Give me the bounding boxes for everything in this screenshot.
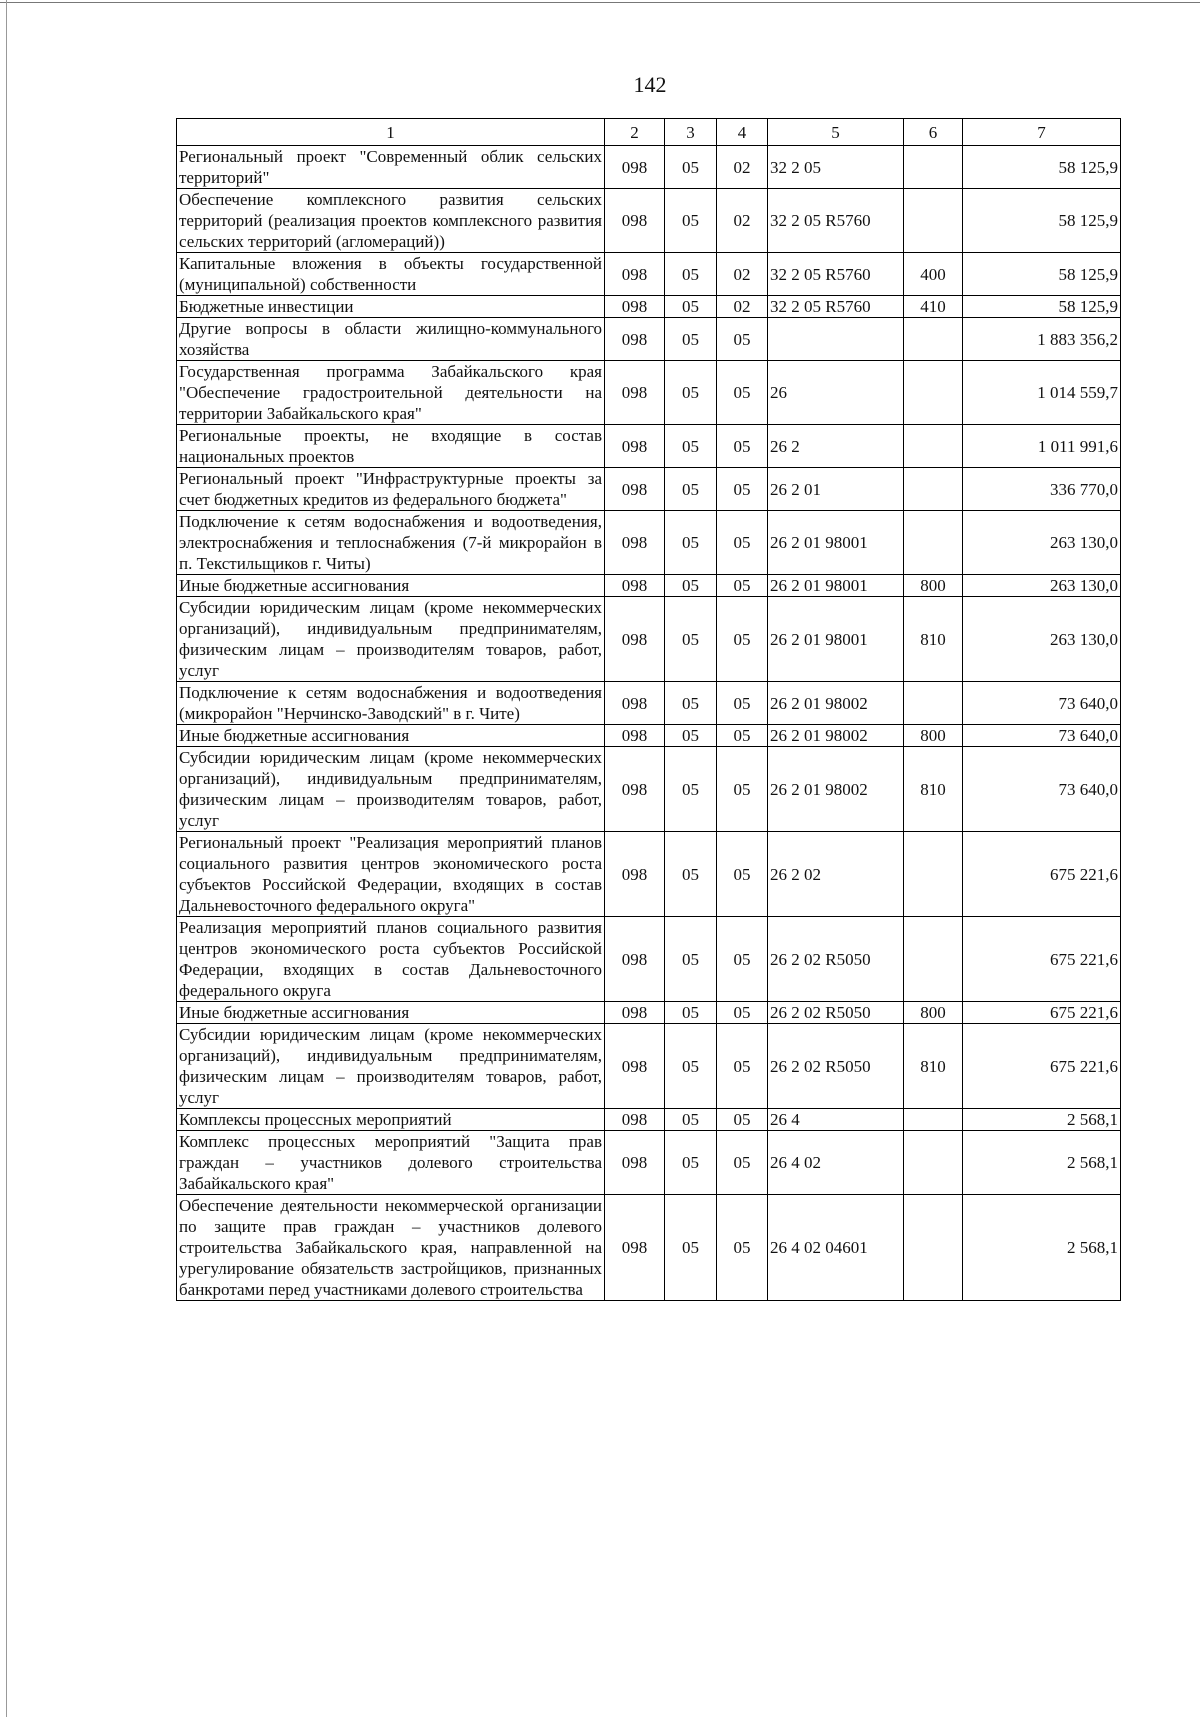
row-code-section: 05 xyxy=(665,917,717,1002)
row-code-admin: 098 xyxy=(605,1195,665,1301)
row-code-section: 05 xyxy=(665,1131,717,1195)
row-code-admin: 098 xyxy=(605,682,665,725)
row-name: Обеспечение деятельности некоммерческой организации по защите прав граждан – участников долевого строительства Забайкальского края, направленной на урегулирование обязательств застройщиков, признанных банкротами перед участниками долевого строительства xyxy=(177,1195,605,1301)
table-row xyxy=(177,747,1121,832)
row-target-article: 26 4 xyxy=(768,1109,904,1131)
row-code-subsection: 05 xyxy=(717,425,768,468)
row-code-subsection: 05 xyxy=(717,575,768,597)
table-row xyxy=(177,575,1121,597)
table-row xyxy=(177,725,1121,747)
row-amount: 73 640,0 xyxy=(963,747,1121,832)
row-name: Иные бюджетные ассигнования xyxy=(177,725,605,747)
column-header-3: 3 xyxy=(665,119,717,146)
row-expense-type xyxy=(904,189,963,253)
row-code-subsection: 05 xyxy=(717,318,768,361)
row-code-subsection: 05 xyxy=(717,597,768,682)
table-row xyxy=(177,361,1121,425)
row-expense-type xyxy=(904,361,963,425)
row-code-subsection: 05 xyxy=(717,832,768,917)
row-expense-type: 800 xyxy=(904,725,963,747)
row-expense-type: 410 xyxy=(904,296,963,318)
row-code-admin: 098 xyxy=(605,253,665,296)
row-code-section: 05 xyxy=(665,296,717,318)
row-amount: 675 221,6 xyxy=(963,917,1121,1002)
row-target-article: 26 2 02 R5050 xyxy=(768,917,904,1002)
row-code-admin: 098 xyxy=(605,318,665,361)
row-name: Подключение к сетям водоснабжения и водоотведения (микрорайон "Нерчинско-Заводский" в г. Чите) xyxy=(177,682,605,725)
row-amount: 1 011 991,6 xyxy=(963,425,1121,468)
row-amount: 2 568,1 xyxy=(963,1131,1121,1195)
row-code-section: 05 xyxy=(665,425,717,468)
row-code-section: 05 xyxy=(665,146,717,189)
row-name: Региональные проекты, не входящие в состав национальных проектов xyxy=(177,425,605,468)
row-code-section: 05 xyxy=(665,832,717,917)
row-code-section: 05 xyxy=(665,1024,717,1109)
row-code-subsection: 05 xyxy=(717,725,768,747)
row-target-article: 26 2 01 98001 xyxy=(768,597,904,682)
row-target-article: 26 2 02 R5050 xyxy=(768,1024,904,1109)
column-header-7: 7 xyxy=(963,119,1121,146)
row-name: Государственная программа Забайкальского края "Обеспечение градостроительной деятельности на территории Забайкальского края" xyxy=(177,361,605,425)
table-row xyxy=(177,425,1121,468)
row-target-article: 26 2 01 98001 xyxy=(768,575,904,597)
row-amount: 2 568,1 xyxy=(963,1109,1121,1131)
row-target-article: 32 2 05 R5760 xyxy=(768,296,904,318)
row-amount: 263 130,0 xyxy=(963,575,1121,597)
row-target-article: 32 2 05 R5760 xyxy=(768,253,904,296)
row-code-subsection: 02 xyxy=(717,253,768,296)
row-amount: 73 640,0 xyxy=(963,725,1121,747)
table-row xyxy=(177,318,1121,361)
row-name: Другие вопросы в области жилищно-коммунального хозяйства xyxy=(177,318,605,361)
row-target-article: 26 2 01 98001 xyxy=(768,511,904,575)
row-code-section: 05 xyxy=(665,725,717,747)
row-code-section: 05 xyxy=(665,361,717,425)
row-target-article: 26 4 02 xyxy=(768,1131,904,1195)
table-row xyxy=(177,1002,1121,1024)
row-expense-type xyxy=(904,318,963,361)
table-row xyxy=(177,917,1121,1002)
table-row xyxy=(177,1109,1121,1131)
column-header-4: 4 xyxy=(717,119,768,146)
scan-edge-top xyxy=(0,2,1200,3)
row-code-admin: 098 xyxy=(605,597,665,682)
table-row xyxy=(177,468,1121,511)
row-name: Субсидии юридическим лицам (кроме некоммерческих организаций), индивидуальным предпринимателям, физическим лицам – производителям товаров, работ, услуг xyxy=(177,597,605,682)
row-code-subsection: 05 xyxy=(717,1195,768,1301)
row-code-section: 05 xyxy=(665,189,717,253)
table-row xyxy=(177,253,1121,296)
row-target-article: 26 4 02 04601 xyxy=(768,1195,904,1301)
row-name: Иные бюджетные ассигнования xyxy=(177,575,605,597)
row-expense-type xyxy=(904,832,963,917)
row-amount: 675 221,6 xyxy=(963,1002,1121,1024)
row-code-subsection: 05 xyxy=(717,1109,768,1131)
table-row xyxy=(177,832,1121,917)
row-code-admin: 098 xyxy=(605,146,665,189)
row-amount: 263 130,0 xyxy=(963,511,1121,575)
row-code-subsection: 05 xyxy=(717,1002,768,1024)
row-name: Региональный проект "Инфраструктурные проекты за счет бюджетных кредитов из федерального бюджета" xyxy=(177,468,605,511)
row-expense-type xyxy=(904,511,963,575)
row-code-admin: 098 xyxy=(605,189,665,253)
table-header xyxy=(177,119,1121,146)
row-target-article: 26 2 01 98002 xyxy=(768,725,904,747)
row-code-admin: 098 xyxy=(605,917,665,1002)
table-row xyxy=(177,597,1121,682)
column-header-1: 1 xyxy=(177,119,605,146)
table-row xyxy=(177,189,1121,253)
row-expense-type: 800 xyxy=(904,1002,963,1024)
row-name: Подключение к сетям водоснабжения и водоотведения, электроснабжения и теплоснабжения (7-й микрорайон в п. Текстильщиков г. Читы) xyxy=(177,511,605,575)
row-code-admin: 098 xyxy=(605,425,665,468)
row-target-article: 26 2 02 xyxy=(768,832,904,917)
row-expense-type xyxy=(904,917,963,1002)
row-expense-type: 400 xyxy=(904,253,963,296)
row-code-admin: 098 xyxy=(605,1002,665,1024)
row-name: Региональный проект "Современный облик сельских территорий" xyxy=(177,146,605,189)
budget-table xyxy=(176,118,1121,1301)
row-expense-type xyxy=(904,146,963,189)
row-code-admin: 098 xyxy=(605,1024,665,1109)
row-target-article: 26 2 01 98002 xyxy=(768,747,904,832)
row-expense-type: 810 xyxy=(904,747,963,832)
row-amount: 2 568,1 xyxy=(963,1195,1121,1301)
row-code-subsection: 05 xyxy=(717,468,768,511)
table-row xyxy=(177,682,1121,725)
row-name: Реализация мероприятий планов социального развития центров экономического роста субъектов Российской Федерации, входящих в состав Дальневосточного федерального округа xyxy=(177,917,605,1002)
row-code-section: 05 xyxy=(665,1195,717,1301)
row-code-subsection: 02 xyxy=(717,189,768,253)
table-row xyxy=(177,511,1121,575)
row-expense-type xyxy=(904,1131,963,1195)
row-expense-type xyxy=(904,1195,963,1301)
row-name: Региональный проект "Реализация мероприятий планов социального развития центров экономического роста субъектов Российской Федерации, входящих в состав Дальневосточного федерального округа" xyxy=(177,832,605,917)
row-name: Иные бюджетные ассигнования xyxy=(177,1002,605,1024)
row-target-article xyxy=(768,318,904,361)
column-header-2: 2 xyxy=(605,119,665,146)
row-amount: 73 640,0 xyxy=(963,682,1121,725)
row-expense-type xyxy=(904,682,963,725)
row-expense-type: 810 xyxy=(904,1024,963,1109)
row-name: Субсидии юридическим лицам (кроме некоммерческих организаций), индивидуальным предпринимателям, физическим лицам – производителям товаров, работ, услуг xyxy=(177,747,605,832)
row-code-admin: 098 xyxy=(605,832,665,917)
row-target-article: 26 2 01 xyxy=(768,468,904,511)
row-target-article: 26 xyxy=(768,361,904,425)
row-expense-type xyxy=(904,468,963,511)
row-code-admin: 098 xyxy=(605,468,665,511)
row-code-subsection: 05 xyxy=(717,917,768,1002)
row-code-section: 05 xyxy=(665,575,717,597)
row-expense-type: 810 xyxy=(904,597,963,682)
row-code-section: 05 xyxy=(665,747,717,832)
row-name: Обеспечение комплексного развития сельских территорий (реализация проектов комплексного развития сельских территорий (агломераций)) xyxy=(177,189,605,253)
row-amount: 336 770,0 xyxy=(963,468,1121,511)
row-code-admin: 098 xyxy=(605,1109,665,1131)
row-amount: 58 125,9 xyxy=(963,296,1121,318)
header-row xyxy=(177,119,1121,146)
row-amount: 58 125,9 xyxy=(963,189,1121,253)
row-name: Комплекс процессных мероприятий "Защита прав граждан – участников долевого строительства Забайкальского края" xyxy=(177,1131,605,1195)
row-code-subsection: 05 xyxy=(717,1131,768,1195)
row-code-admin: 098 xyxy=(605,1131,665,1195)
column-header-6: 6 xyxy=(904,119,963,146)
row-code-subsection: 05 xyxy=(717,511,768,575)
row-code-section: 05 xyxy=(665,1002,717,1024)
table-row xyxy=(177,146,1121,189)
row-code-section: 05 xyxy=(665,511,717,575)
row-code-admin: 098 xyxy=(605,361,665,425)
row-code-admin: 098 xyxy=(605,725,665,747)
row-amount: 263 130,0 xyxy=(963,597,1121,682)
row-amount: 675 221,6 xyxy=(963,1024,1121,1109)
row-code-section: 05 xyxy=(665,468,717,511)
row-code-subsection: 05 xyxy=(717,682,768,725)
row-amount: 58 125,9 xyxy=(963,253,1121,296)
row-target-article: 26 2 02 R5050 xyxy=(768,1002,904,1024)
row-target-article: 26 2 01 98002 xyxy=(768,682,904,725)
row-name: Капитальные вложения в объекты государственной (муниципальной) собственности xyxy=(177,253,605,296)
table-body xyxy=(177,146,1121,1301)
row-code-section: 05 xyxy=(665,253,717,296)
row-expense-type xyxy=(904,425,963,468)
table-row xyxy=(177,296,1121,318)
row-code-admin: 098 xyxy=(605,747,665,832)
row-code-section: 05 xyxy=(665,597,717,682)
row-code-subsection: 02 xyxy=(717,296,768,318)
row-expense-type: 800 xyxy=(904,575,963,597)
row-code-section: 05 xyxy=(665,318,717,361)
row-code-section: 05 xyxy=(665,1109,717,1131)
row-name: Комплексы процессных мероприятий xyxy=(177,1109,605,1131)
table-row xyxy=(177,1024,1121,1109)
table-row xyxy=(177,1131,1121,1195)
row-target-article: 32 2 05 R5760 xyxy=(768,189,904,253)
row-target-article: 26 2 xyxy=(768,425,904,468)
row-amount: 58 125,9 xyxy=(963,146,1121,189)
row-name: Субсидии юридическим лицам (кроме некоммерческих организаций), индивидуальным предпринимателям, физическим лицам – производителям товаров, работ, услуг xyxy=(177,1024,605,1109)
table-row xyxy=(177,1195,1121,1301)
row-name: Бюджетные инвестиции xyxy=(177,296,605,318)
row-code-admin: 098 xyxy=(605,296,665,318)
row-code-admin: 098 xyxy=(605,575,665,597)
row-code-admin: 098 xyxy=(605,511,665,575)
column-header-5: 5 xyxy=(768,119,904,146)
row-code-subsection: 02 xyxy=(717,146,768,189)
row-amount: 1 883 356,2 xyxy=(963,318,1121,361)
row-code-subsection: 05 xyxy=(717,1024,768,1109)
row-expense-type xyxy=(904,1109,963,1131)
scan-edge-left xyxy=(6,0,7,1717)
page-number: 142 xyxy=(633,72,667,97)
row-code-subsection: 05 xyxy=(717,747,768,832)
row-code-section: 05 xyxy=(665,682,717,725)
row-target-article: 32 2 05 xyxy=(768,146,904,189)
row-amount: 675 221,6 xyxy=(963,832,1121,917)
row-amount: 1 014 559,7 xyxy=(963,361,1121,425)
row-code-subsection: 05 xyxy=(717,361,768,425)
